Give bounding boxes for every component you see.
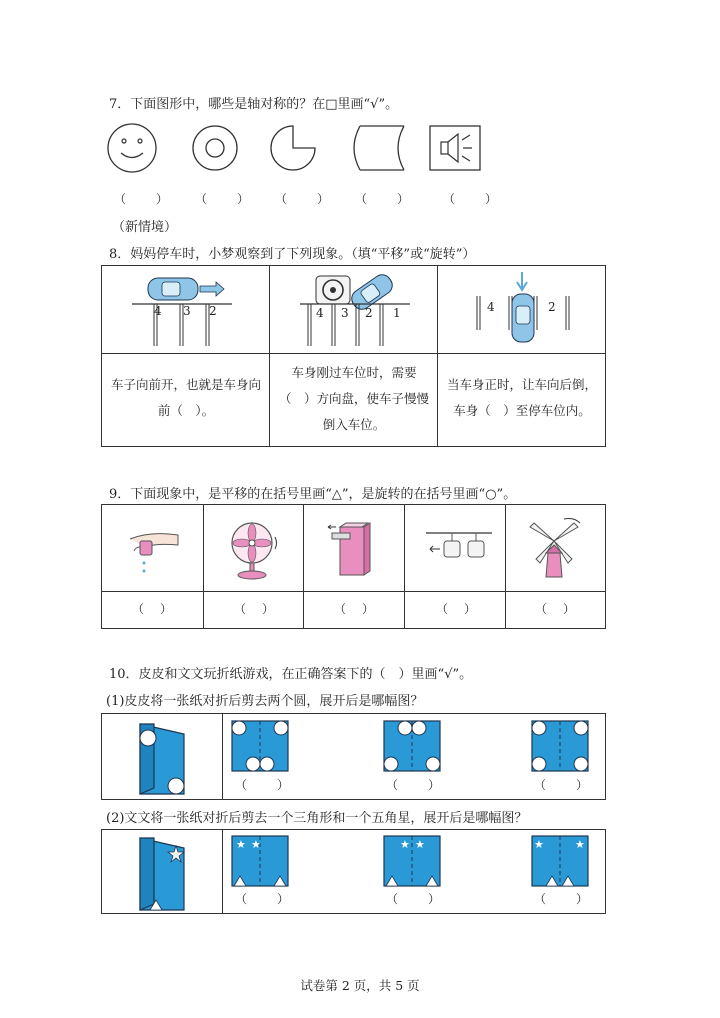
q8-cell3-text: 当车身正时，让车向后倒， 车身（ ）至停车位内。 [446, 377, 597, 418]
slot-label: 2 [365, 306, 373, 320]
q8-title: 8．妈妈停车时，小梦观察到了下列现象。（填“平移”或“旋转”） [109, 247, 476, 262]
faucet-icon [120, 517, 190, 582]
q9-blank-3[interactable]: （ ） [334, 602, 377, 616]
option-c-star-triangle [530, 834, 590, 888]
three-quarter-circle-shape [271, 126, 315, 170]
concentric-circles-shape [193, 126, 237, 170]
q10-title: 10．皮皮和文文玩折纸游戏，在正确答案下的（ ）里画“√”。 [109, 667, 473, 682]
q9-blank-4[interactable]: （ ） [436, 602, 479, 616]
electric-fan-icon [220, 515, 290, 585]
slot-label: 3 [341, 306, 349, 320]
q7-title: 7．下面图形中，哪些是轴对称的？在□里画“√”。 [109, 97, 399, 112]
q7-shapes [104, 120, 524, 180]
svg-text:★: ★ [400, 838, 410, 851]
q7-blank-5[interactable]: （ ） [443, 192, 500, 206]
q10-1-blank-c[interactable]: （ ） [534, 778, 591, 792]
slot-label: 4 [316, 306, 324, 320]
slot-label: 4 [487, 300, 495, 314]
q10-1-blank-b[interactable]: （ ） [386, 778, 443, 792]
slot-label: 1 [393, 306, 401, 320]
q10-1-blank-a[interactable]: （ ） [235, 778, 292, 792]
q10-sub1: (1)皮皮将一张纸对折后剪去两个圆，展开后是哪幅图？ [106, 694, 424, 709]
svg-text:★: ★ [236, 838, 246, 851]
slot-label: 3 [183, 304, 191, 318]
q7-blank-4[interactable]: （ ） [355, 192, 412, 206]
option-b-circles [382, 719, 442, 773]
q8-cell2-text: 车身刚过车位时，需要 （ ）方向盘，使车子慢慢 倒入车位。 [278, 365, 429, 432]
option-c-circles [530, 719, 590, 773]
folded-paper-star-triangle [130, 834, 200, 912]
q10-2-blank-c[interactable]: （ ） [534, 892, 591, 906]
q9-blank-2[interactable]: （ ） [234, 602, 277, 616]
slot-label: 2 [209, 304, 217, 318]
cd-drawer-icon [324, 517, 384, 583]
speaker-shape [430, 126, 480, 170]
folded-paper-circles [130, 720, 200, 796]
option-b-star-triangle [382, 834, 442, 888]
option-a-circles [230, 719, 290, 773]
q9-blank-1[interactable]: （ ） [132, 602, 175, 616]
svg-text:★: ★ [415, 838, 425, 851]
page-footer: 试卷第 2 页，共 5 页 [300, 978, 420, 993]
barrel-shape [354, 126, 404, 170]
q9-blank-5[interactable]: （ ） [535, 602, 578, 616]
slot-label: 4 [154, 304, 162, 318]
option-a-star-triangle [230, 834, 290, 888]
q7-blank-2[interactable]: （ ） [195, 192, 252, 206]
slot-label: 2 [548, 300, 556, 314]
q8-table [101, 265, 606, 447]
q10-table2 [101, 829, 606, 914]
windmill-icon [522, 513, 592, 585]
q9-title: 9．下面现象中，是平移的在括号里画“△”，是旋转的在括号里画“○”。 [109, 487, 517, 502]
q9-table [101, 504, 606, 629]
q10-2-blank-a[interactable]: （ ） [235, 892, 292, 906]
q10-sub2: (2)文文将一张纸对折后剪去一个三角形和一个五角星，展开后是哪幅图？ [106, 811, 528, 826]
q10-2-blank-b[interactable]: （ ） [386, 892, 443, 906]
q7-blank-3[interactable]: （ ） [275, 192, 332, 206]
q7-blank-1[interactable]: （ ） [114, 192, 171, 206]
svg-text:★: ★ [575, 838, 585, 851]
svg-text:★: ★ [534, 838, 544, 851]
q8-cell1-text: 车子向前开，也就是车身向 前（ ）。 [110, 377, 261, 418]
context-tag: （新情境） [112, 220, 178, 235]
cable-car-icon [422, 525, 496, 575]
svg-text:★: ★ [251, 838, 261, 851]
smiley-face-shape [108, 124, 156, 172]
q10-table1 [101, 713, 606, 800]
